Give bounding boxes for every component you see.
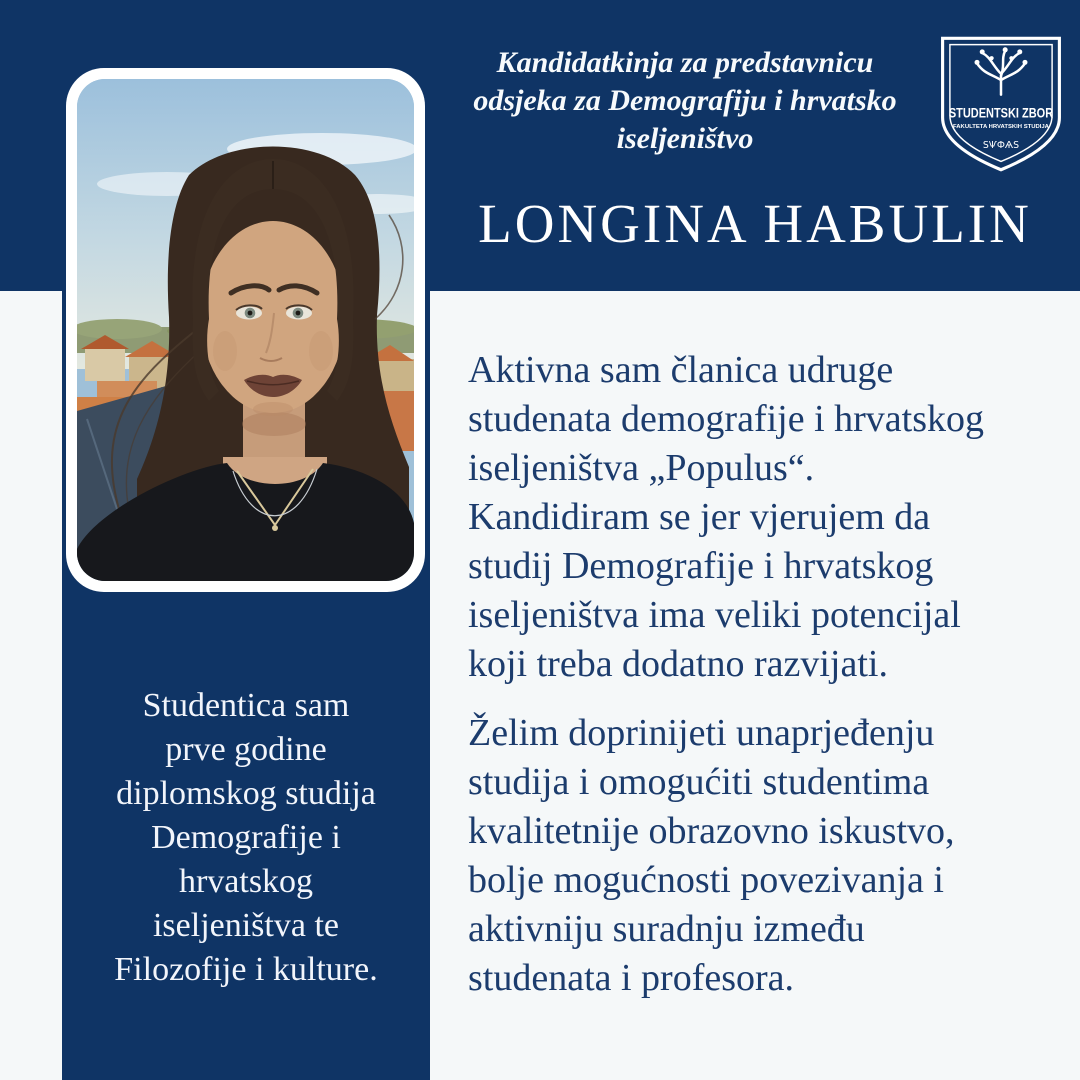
shield-tree-icon (932, 30, 1070, 176)
candidacy-subtitle: Kandidatkinja za predstavnicu odsjeka za Demografiju i hrvatsko iseljeništvo (473, 46, 897, 155)
statement-paragraph-1: Aktivna sam članica udruge studenata demografije i hrvatskog iseljeništva „Populus“. Kandidiram se jer vjerujem da studij Demografije i hrvatskog iseljeništva ima veliki potencijal koji treba dodatno razvijati. (468, 349, 985, 685)
portrait-photo-frame (66, 68, 425, 592)
logo-title: STUDENTSKI ZBOR (948, 105, 1054, 121)
portrait-photo (77, 79, 414, 581)
candidate-name: LONGINA HABULIN (478, 193, 1032, 254)
tree-icon (977, 51, 1025, 95)
candidate-bio: Studentica sam prve godine diplomskog studija Demografije i hrvatskog iseljeništva te Filozofije i kulture. (114, 687, 378, 988)
statement-paragraph-2: Želim doprinijeti unaprjeđenju studija i omogućiti studentima kvalitetnije obrazovno iskustvo, bolje mogućnosti povezivanja i aktivniju suradnju između studenata i profesora. (468, 712, 955, 999)
tree-leaves (975, 47, 1028, 65)
portrait-illustration (77, 79, 414, 581)
studentski-zbor-logo (932, 30, 1070, 176)
logo-ornament-script: ЅѰФѦЅ (982, 139, 1020, 151)
logo-subtitle: FAKULTETA HRVATSKIH STUDIJA (953, 124, 1050, 131)
candidate-statement (468, 346, 1060, 1023)
